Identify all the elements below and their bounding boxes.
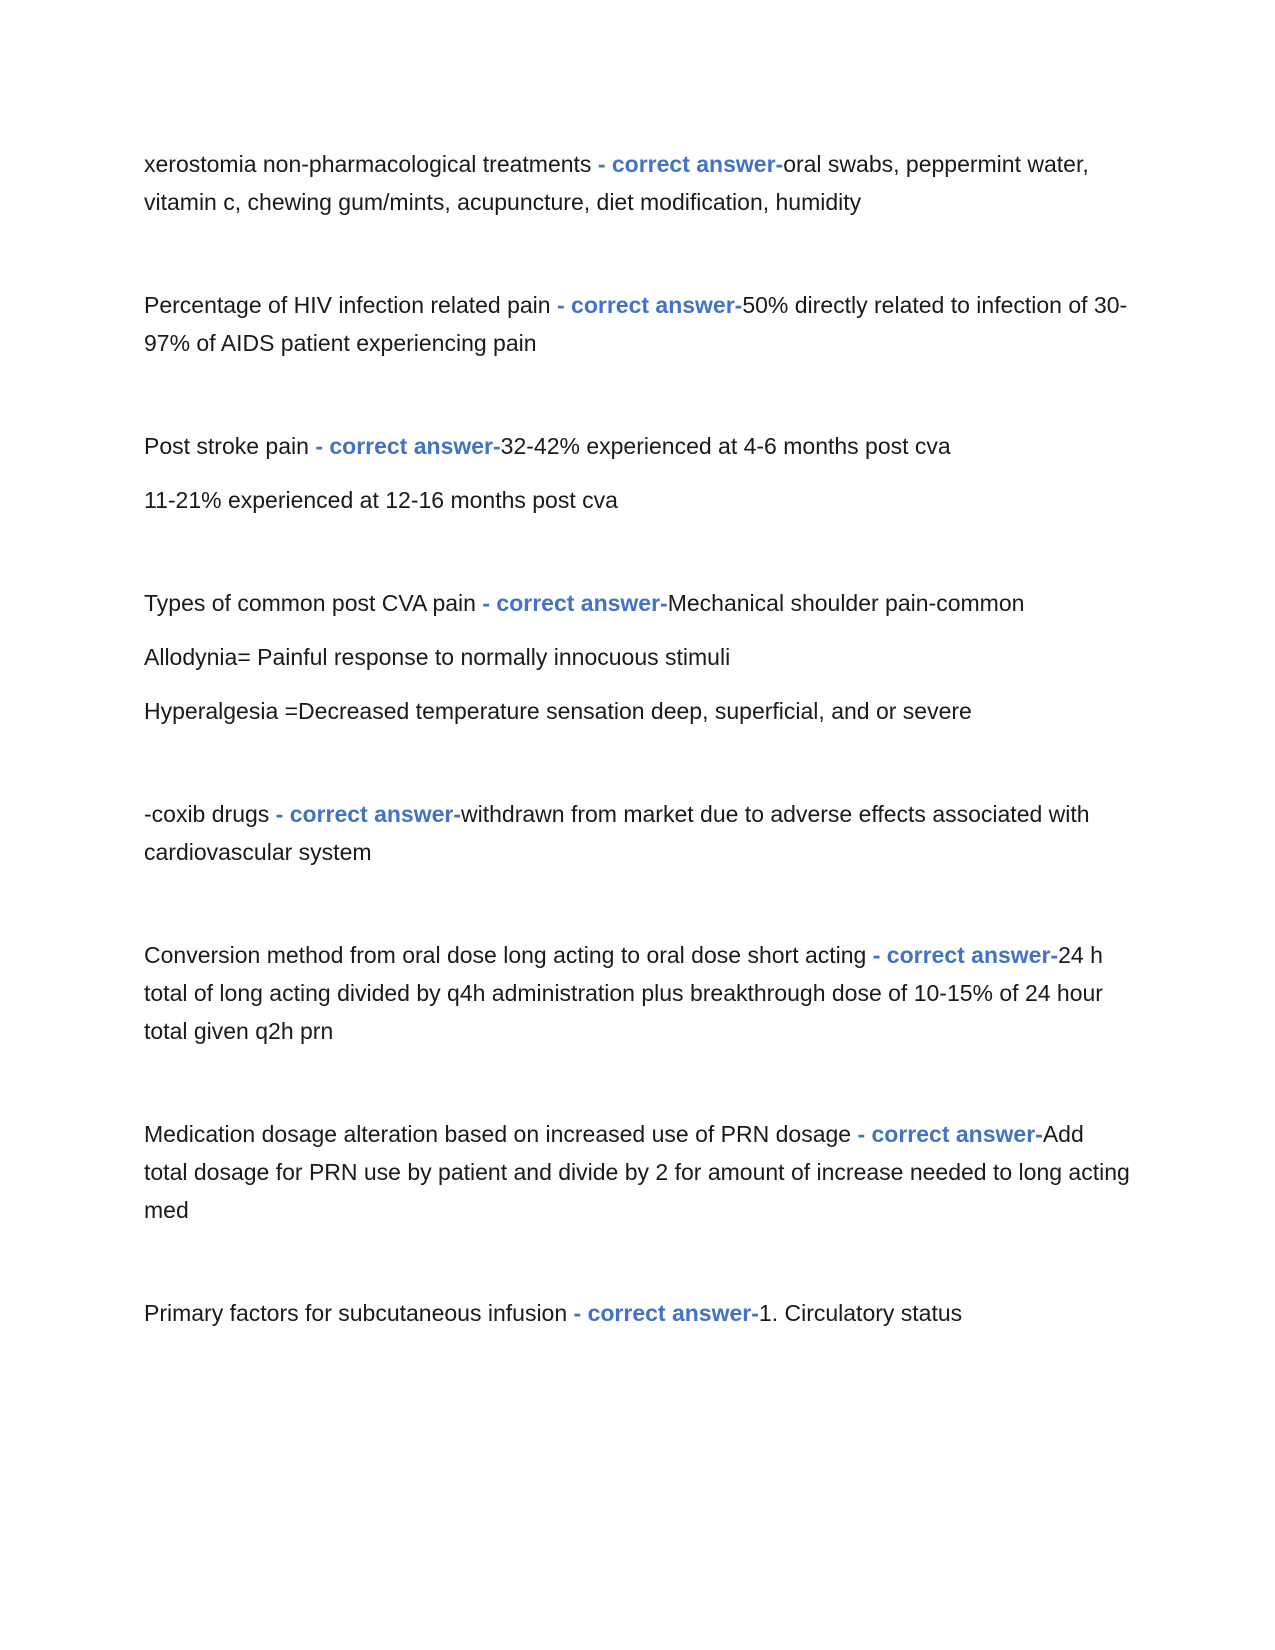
paragraph [144, 584, 1130, 622]
paragraph [144, 638, 1130, 676]
correct-answer-label: - correct answer- [573, 1300, 759, 1326]
text-run: Primary factors for subcutaneous infusion [144, 1300, 574, 1326]
correct-answer-label: - correct answer- [597, 151, 784, 177]
text-run: Types of common post CVA pain [144, 590, 483, 616]
text-run: 50% directly related to infection of 30-97% of AIDS patient experiencing pain [144, 292, 1128, 356]
text-run: xerostomia non-pharmacological treatments [144, 151, 598, 177]
text-run: 32-42% experienced at 4-6 months post cva [500, 433, 951, 459]
correct-answer-label: - correct answer- [556, 292, 743, 318]
text-run: 1. Circulatory status [758, 1300, 963, 1326]
paragraph [144, 936, 1130, 1050]
text-run: withdrawn from market due to adverse effects associated with cardiovascular system [144, 801, 1090, 865]
text-run: Percentage of HIV infection related pain [144, 292, 557, 318]
text-run: Medication dosage alteration based on increased use of PRN dosage [144, 1121, 858, 1147]
text-run: Mechanical shoulder pain-common [667, 590, 1025, 616]
correct-answer-label: - correct answer- [857, 1121, 1043, 1147]
paragraph [144, 1294, 1130, 1332]
correct-answer-label: - correct answer- [275, 801, 462, 827]
paragraph [144, 427, 1130, 465]
text-run: -coxib drugs [144, 801, 276, 827]
paragraph [144, 692, 1130, 730]
correct-answer-label: - correct answer- [872, 942, 1059, 968]
text-run: Add total dosage for PRN use by patient and divide by 2 for amount of increase needed to long acting med [144, 1121, 1130, 1223]
paragraph [144, 145, 1130, 221]
text-run: Hyperalgesia =Decreased temperature sensation deep, superficial, and or severe [144, 698, 972, 724]
paragraph [144, 795, 1130, 871]
text-run: 11-21% experienced at 12-16 months post cva [144, 487, 618, 513]
paragraph [144, 1115, 1130, 1229]
correct-answer-label: - correct answer- [315, 433, 501, 459]
text-run: 24 h total of long acting divided by q4h administration plus breakthrough dose of 10-15% of 24 hour total given q2h prn [144, 942, 1103, 1044]
text-run: oral swabs, peppermint water, vitamin c, chewing gum/mints, acupuncture, diet modification, humidity [144, 151, 1089, 215]
text-run: Conversion method from oral dose long acting to oral dose short acting [144, 942, 873, 968]
text-run: Allodynia= Painful response to normally innocuous stimuli [144, 644, 731, 670]
text-run: Post stroke pain [144, 433, 316, 459]
paragraph [144, 286, 1130, 362]
document-body [144, 145, 1130, 1332]
paragraph [144, 481, 1130, 519]
correct-answer-label: - correct answer- [482, 590, 668, 616]
